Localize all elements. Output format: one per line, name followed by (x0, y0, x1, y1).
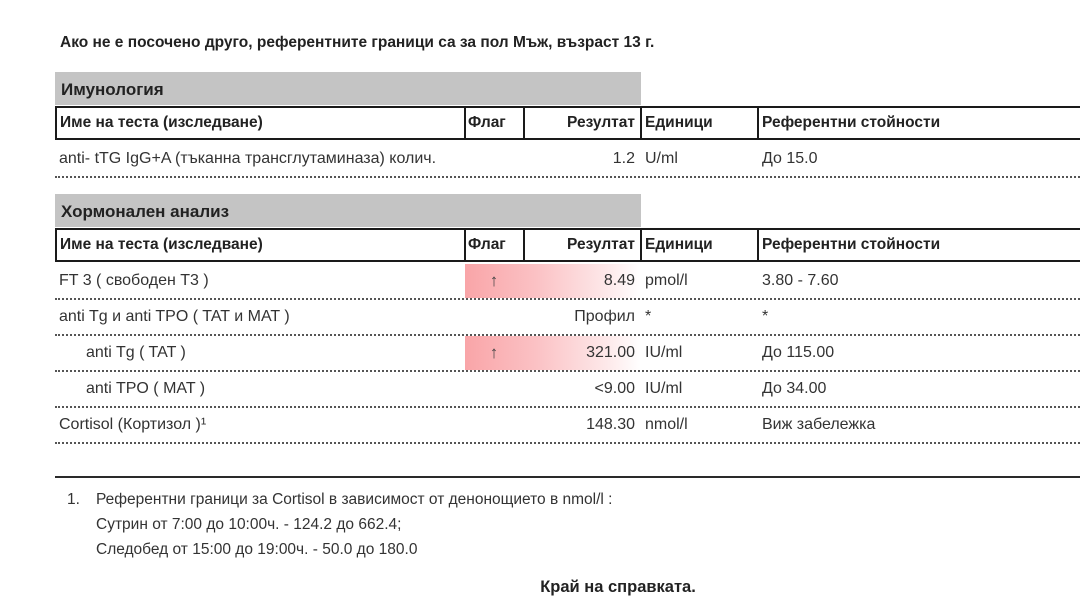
header-units: Единици (645, 236, 713, 253)
test-name: anti Tg ( TAT ) (86, 344, 186, 361)
reference-note: Ако не е посочено друго, референтните граници са за пол Мъж, възраст 13 г. (60, 34, 655, 51)
test-units: * (645, 308, 652, 325)
test-reference: * (762, 308, 769, 325)
test-result: 8.49 (603, 272, 635, 289)
table-row (55, 264, 1080, 300)
flag-up-arrow-icon: ↑ (489, 271, 499, 290)
header-result: Резултат (567, 114, 635, 131)
header-units: Единици (645, 114, 713, 131)
test-name: Cortisol (Кортизол )¹ (59, 416, 207, 433)
test-name: FT 3 ( свободен T3 ) (59, 272, 209, 289)
test-units: nmol/l (645, 416, 688, 433)
test-result: Профил (574, 308, 635, 325)
header-flag: Флаг (468, 236, 506, 253)
footnote-line: Референтни граници за Cortisol в зависимост от денонощието в nmol/l : (96, 491, 613, 508)
table-row (55, 372, 1080, 408)
test-units: IU/ml (645, 344, 683, 361)
flag-up-arrow-icon: ↑ (489, 343, 499, 362)
test-units: IU/ml (645, 380, 683, 397)
test-name: anti TPO ( MAT ) (86, 380, 206, 397)
header-result: Резултат (567, 236, 635, 253)
test-reference: До 34.00 (762, 380, 827, 397)
table-row (55, 408, 1080, 444)
test-name: anti Tg и anti TPO ( TAT и MAT ) (59, 308, 290, 325)
header-flag: Флаг (468, 114, 506, 131)
table-row (55, 142, 1080, 178)
divider (55, 476, 1080, 478)
header-test-name: Име на теста (изследване) (60, 114, 263, 131)
table-header-hormonal (55, 228, 1080, 262)
header-reference: Референтни стойности (762, 114, 941, 131)
test-reference: 3.80 - 7.60 (762, 272, 839, 289)
test-result: 321.00 (586, 344, 635, 361)
test-result: <9.00 (594, 380, 635, 397)
footnote-line: Сутрин от 7:00 до 10:00ч. - 124.2 до 662.4; (96, 516, 402, 533)
section-title-immunology: Имунология (55, 72, 641, 105)
test-result: 148.30 (586, 416, 635, 433)
end-of-report: Край на справката. (540, 578, 696, 596)
footnote-number: 1. (67, 491, 80, 508)
footnote-line: Следобед от 15:00 до 19:00ч. - 50.0 до 180.0 (96, 541, 418, 558)
test-reference: До 115.00 (762, 344, 835, 361)
table-row (55, 300, 1080, 336)
test-result: 1.2 (612, 150, 635, 167)
header-reference: Референтни стойности (762, 236, 941, 253)
test-reference: До 15.0 (762, 150, 818, 167)
test-reference: Виж забележка (762, 416, 876, 433)
test-units: U/ml (645, 150, 678, 167)
test-name: anti- tTG IgG+A (тъканна трансглутаминаза) колич. (59, 150, 437, 167)
section-title-hormonal: Хормонален анализ (55, 194, 641, 227)
header-test-name: Име на теста (изследване) (60, 236, 263, 253)
test-units: pmol/l (645, 272, 688, 289)
table-row (55, 336, 1080, 372)
table-header-immunology (55, 106, 1080, 140)
